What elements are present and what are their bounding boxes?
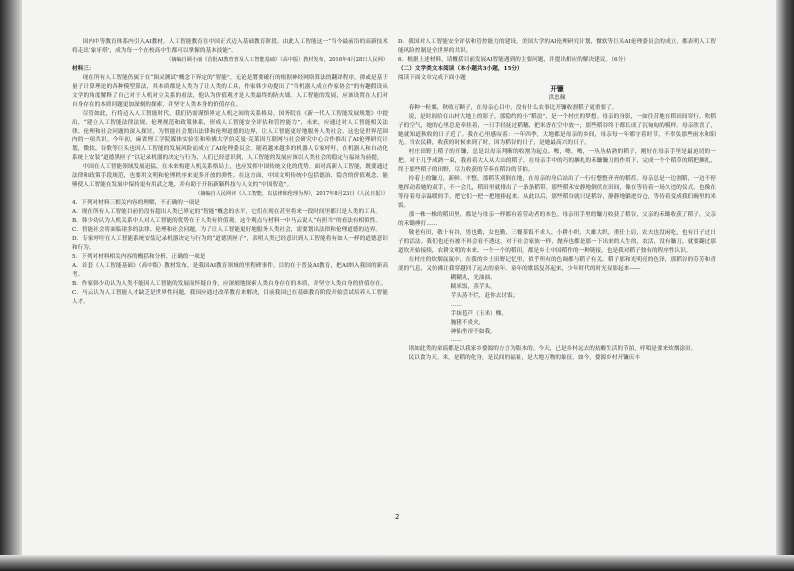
scan-shadow-right (776, 0, 794, 571)
section-heading: （二）文学类文本阅读（本小题共3小题，15分） (398, 65, 523, 72)
paragraph: 春种一粒粟，秋收万颗子，在母亲心目中，没有什么农事比开镰收割稻子更重要了。 (408, 104, 618, 111)
paragraph: 说，是时间给在山村大地上的影子，那隐约的小“稻浪”，是一个村庄的梦想。母亲的身影，一如往昔地在稻田间穿行。吹稻子的空气，她的心里总是牵挂着，一只手轻抚过稻穗，把米香在空中放一，那些稻谷终于都长成了沉甸甸的模样。母亲欣喜了，她就知道秋收的日子近了。我在心里感叹着：一年四季，大地都是母亲的乡间，母亲每一年都守着时节，不辜负那些雨水和阳光。当农民耕，收获的时候来到了时，因为稻谷的日子，是她最高兴的日子。 (398, 113, 716, 147)
story-body (398, 104, 716, 274)
folk-song-line: 糯米饭，蒸芋头， (450, 283, 496, 290)
source-citation: （摘编自人民网评《人工智能，以法律和伦理为界》，2017年8月23日《人民日报》） (195, 191, 388, 198)
answer-option: B．作家韩少功认为人类不能因人工智能的发展而怀疑自身，应深刻地探索人类自身存在的本质，并坚守人类自身的价值存在。 (72, 280, 387, 287)
folk-song (398, 274, 716, 346)
answer-option: C．智能社会将面临诸多的法律、伦理和社会问题，为了让人工智能更好地服务人类社会，需要划出法律和伦理道德的边界。 (72, 227, 382, 234)
paragraph: 敬老有田，敬十有谷，男也勤，女也勤，三餐茶饭不求人，小耕小织，大雄大织，重任上肩，农夫也没闲吃，也有日子过日子的活法。我们也还有被不再会看不透这，对于社会家族一样，抛弃也都是那一下出来的人生的，农活，没有镰刀，就要翻过那道坎开始接续，农耕文明的本来，一个一个的稻田，都是乡土中国稻作的一种链接，也是我对稻子独有的程序性认识。 (398, 230, 716, 254)
folk-song-line: 糊糊丸，光油油， (450, 274, 496, 281)
answer-option: A．现在所有人工智能目前仍没有超出人类已界定的“智能”概念的水平，它们在现在甚至将来一段时间里都只是人类的工具。 (72, 209, 382, 216)
folk-song-line: 芋头蒸不烂，赶你去讨饭； (450, 292, 519, 299)
answer-option: A．首套《人工智能基础》（高中版）教材发布，是我国AI教育领域的里程碑事件，目的在于普及AI教育，把AI纳入我国的新高考。 (72, 262, 388, 278)
source-citation: （摘编自顾小丽《首批AI教育普及人工智能基础》（高中版）教材发布，2018年4月28日人民网） (166, 56, 388, 63)
paragraph: 村庄田野上稻子的开镰，总是以母亲判断的收割为起点。嚓，嚓，嚓，一丛丛枯熟的稻子，刚好在母亲手里是最迫切的一把。对于几乎成熟一束，我看着大人从大山的稻子，在母亲手中的巧的捆扎的禾镰镰刀的作用下，完成一个个稻草的稻把捆扎，终于那些稻子的田野，尽力收获的节奏在稻谷的节拍。 (398, 149, 716, 174)
question-stem: 6．根据上述材料，请概括目前发展AI智能遇到的主要问题，并提出相应的解决建议。（6分） (398, 56, 629, 63)
paragraph: 尽管如此，行将迈入人工智能时代，我们仍需谨慎界定人机之间的关系格局。国务院在《新一代人工智能发展规划》中提出，“建立人工智能法律法规、伦理规范和政策体系，形成人工智能安全评估和管控能力”，未来，应通过对人工智能相关法律、伦理和社会问题的深入探讨，为智能社会划出法律和伦理道德的边界，让人工智能更好地服务人类社会。这也是世界范围内的一项共识。今年初，麻省理工学院媒体实验室和哈佛大学伯克曼·克莱因互联网与社会研究中心合作推出了AI伦理研究计划，微软、谷歌等巨头也因人工智能的发展风险而成立了AI伦理委员会。随着越来越多的机器人专家呼吁，在机器人和自动化系统上安装“道德黑匣子”以记录机器的决定与行为，人们已经意识到，人工智能的发展应该以人类社会的稳定与福祉为前提。 (72, 110, 388, 162)
answer-option: B．韩少功认为人机关系中人对人工智能的优势在于人类有价值观，这个观点与材料一中马云说人“有担当”的看法有相似性。 (72, 218, 382, 225)
folk-song-line: 神仙坐帘不如我。 (450, 328, 496, 335)
question-stem: 阅读下面文章完成下面小题 (398, 74, 466, 81)
question-stem: 4．下列对材料三相关内容的理解，不正确的一项是 (72, 200, 200, 207)
paragraph: 国内中等教育体系内引入AI教材，人工智能教育在中国正式迈入基础教育阶段。由此人工智能这一“当今最前沿的高新技术将走出‘象牙塔’，成为每一个在校高中生都可以掌握的基本技能”。 (72, 39, 388, 54)
page-number: 2 (395, 513, 400, 521)
section-heading: 材料三： (72, 65, 95, 72)
paragraph: 拎着上的镰刀，新鲜、平整，那稻茎刈倒在地，在母亲的身后站出了一行行整整齐齐的稻茬。母亲总是一边割稻，一边不停地挥动着她的双手，不一会儿，稻田里就排出了一条条稻带。那些稻禾安静地倒伏在田间，像在等待着一场久违的仪式，也像在等待着母亲温暖的手，把它们一把一把地捧起来。从此以后，那些稻谷就只是稻谷，静静地躺进谷仓，等待着变成我们碗里的米饭。 (398, 176, 716, 210)
folk-song-line: …… (450, 301, 462, 308)
scan-shadow-left (0, 0, 22, 571)
paragraph: 诸如此类的童谣都是以我家乡婺源的方言为版本的。今天，已是乡村远去的拈酸生活的节拍，呼唱是要来炊烟涂田。 (408, 346, 697, 353)
scan-shadow-bottom (0, 555, 794, 571)
answer-option: D．我国对人工智能安全评估和管控能力的建设，美国大学的AI伦理研究计划，微软等巨头AI伦理委员会的成立，都表明人工智能风险控制是全世界的共识。 (398, 39, 716, 54)
folk-song-line: 手抹苞芦（玉米）粿， (450, 310, 508, 317)
paragraph: 民以食为天。米，是稻的化身，是民间的福祉，是大地万物的象征。如今，婺源乡村开镰庆丰 (408, 355, 641, 362)
story-author: 洪忠佩 (548, 94, 566, 101)
question-stem: 5．下列对材料相关内容的概括和分析，正确的一项是 (72, 253, 206, 260)
folk-song-line: 腌猪不炎火， (450, 319, 485, 326)
left-column (72, 38, 388, 307)
folk-song-line: …… (450, 337, 462, 344)
paragraph: 那一株一株的稻田里，都是与母亲一样都有着劳动者的本色。母亲用手里的镰刀收获了稻谷，父亲的禾锄收获了稻子，父亲的禾锄捶打…… (398, 212, 716, 228)
answer-option: C．马云认为人工智能人才缺乏是世界性问题，我国应通过改革教育来解决，目前我国已在基础教育阶段开始尝试培养人工智能人才。 (72, 289, 388, 305)
answer-option: D．专家呼吁在人工智能系统安装记录机器决定与行为的“道德黑匣子”，表明人类已经意识到人工智能将有如人一样的道德意识和行为。 (72, 235, 388, 251)
story-continuation (398, 345, 716, 363)
paragraph: 现在所有人工智能仍属于在“图灵测试”概念下界定的“智能”，无论是將要確行的根据神经网络算法的翻译程序，抑或是基于量子计算理论的各种模型算法，其本质都是人类为了让人类的工具，作家韩少功提出了“当机器人成立作家协会”的有趣假设从文学的角度解释了自己对于人机对立关系的看法，他认为价值观才是人类最终的防火墙。人工智能的发展，应该设置在人们对自身存在的本质问题更加深刻的探索，并坚守人类本身的价值存在。 (72, 74, 388, 108)
paragraph: 在村庄的炊烟氤氲中，在我的乡土田野记忆里，似乎所有的色调都与稻子有关。稻子那和光明亮的色泽，那稻谷的芬芳和青涩的气息，又仿佛让我穿越回了远去的童年。童年的歌谣复苏起来，少年时代的时光显影起来—— (398, 256, 716, 272)
paragraph: 中国在人工智能领域发展迅猛，在未来构建人机关系格局上，也应发挥中国传统文化的优势。面对高新人工智能，既要通过法律和政策手段规范，也要用文明和伦理秩序来更多开放的弹性。在这方面，中国文明传统中包括德治、隐含的价值观念，能够使人工智能在发展中保持更有用武之地，并有助于开拓新颖科技与人文的“中国智造”。 (72, 164, 388, 189)
story-title: 开镰 (550, 84, 564, 93)
right-column (398, 38, 716, 363)
right-column-questions (398, 38, 716, 83)
